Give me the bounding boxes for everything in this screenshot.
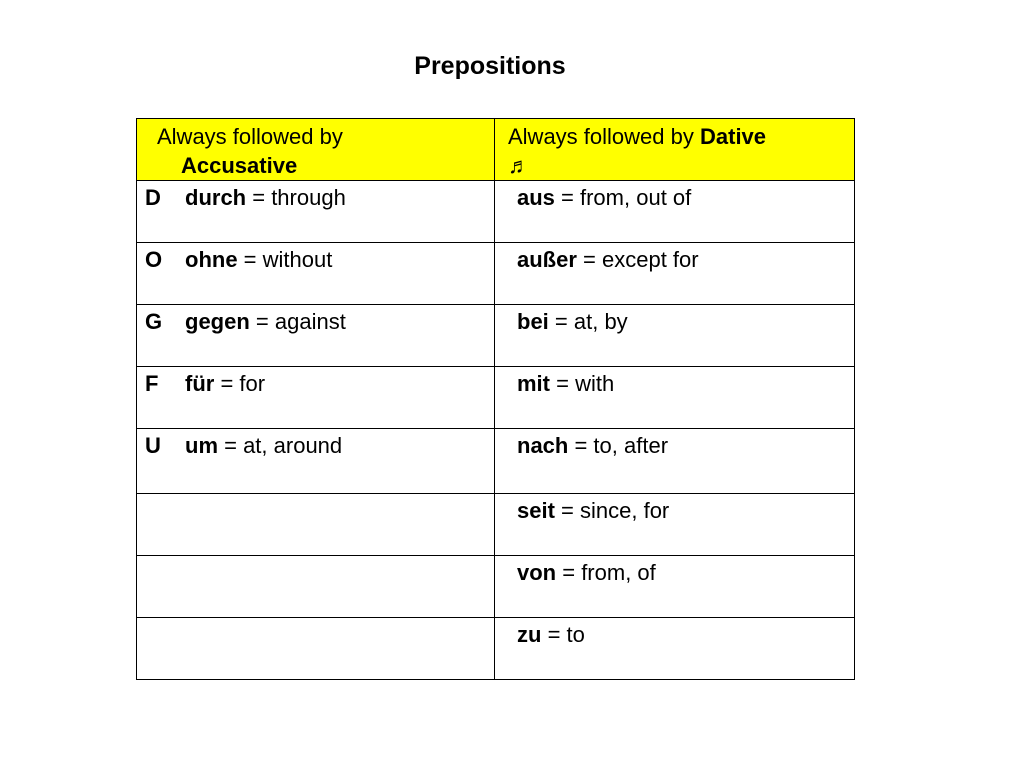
dative-cell (495, 618, 855, 680)
accusative-cell (137, 243, 495, 305)
table-header-row (137, 119, 855, 181)
mnemonic-letter: F (145, 371, 159, 396)
preposition-word: gegen (185, 309, 250, 334)
preposition-word: von (517, 560, 557, 585)
mnemonic-letter: O (145, 247, 163, 272)
dative-cell (495, 429, 855, 494)
accusative-cell (137, 181, 495, 243)
dative-cell (495, 494, 855, 556)
preposition-meaning: = with (550, 371, 615, 396)
dative-cell (495, 181, 855, 243)
preposition-word: nach (517, 433, 569, 458)
preposition-meaning: = from, of (556, 560, 656, 585)
table-row (137, 556, 855, 618)
table-row (137, 181, 855, 243)
preposition-meaning: = at, around (218, 433, 343, 458)
preposition-meaning: = without (237, 247, 333, 272)
mnemonic-letter: U (145, 433, 161, 458)
table-row (137, 305, 855, 367)
page-title: Prepositions (414, 52, 566, 80)
accusative-header-prefix: Always followed by (157, 124, 343, 149)
accusative-cell (137, 305, 495, 367)
accusative-cell (137, 494, 495, 556)
table-row (137, 618, 855, 680)
preposition-word: seit (517, 498, 555, 523)
dative-header-case: Dative (700, 124, 767, 149)
preposition-meaning: = through (246, 185, 346, 210)
preposition-meaning: = from, out of (554, 185, 692, 210)
table-row (137, 494, 855, 556)
preposition-word: ohne (185, 247, 238, 272)
preposition-word: durch (185, 185, 247, 210)
prepositions-table (136, 118, 855, 680)
accusative-cell (137, 429, 495, 494)
dative-cell (495, 305, 855, 367)
preposition-meaning: = at, by (548, 309, 628, 334)
table-row (137, 367, 855, 429)
dative-header-prefix: Always followed by (508, 124, 694, 149)
preposition-meaning: = except for (576, 247, 699, 272)
preposition-meaning: = for (214, 371, 266, 396)
preposition-word: mit (517, 371, 550, 396)
dative-cell (495, 556, 855, 618)
preposition-word: aus (517, 185, 555, 210)
preposition-meaning: = to, after (568, 433, 669, 458)
preposition-word: bei (517, 309, 549, 334)
accusative-cell (137, 367, 495, 429)
accusative-cell (137, 618, 495, 680)
music-note-icon: ♬ (508, 153, 530, 178)
mnemonic-letter: G (145, 309, 163, 334)
preposition-meaning: = since, for (554, 498, 670, 523)
table-row (137, 429, 855, 494)
preposition-meaning: = against (249, 309, 346, 334)
preposition-word: für (185, 371, 215, 396)
dative-cell (495, 367, 855, 429)
preposition-word: zu (517, 622, 542, 647)
preposition-meaning: = to (541, 622, 585, 647)
accusative-cell (137, 556, 495, 618)
accusative-header-case: Accusative (181, 153, 298, 178)
preposition-word: außer (517, 247, 577, 272)
table-row (137, 243, 855, 305)
dative-header (495, 119, 855, 181)
accusative-header (137, 119, 495, 181)
mnemonic-letter: D (145, 185, 161, 210)
dative-cell (495, 243, 855, 305)
preposition-word: um (185, 433, 218, 458)
